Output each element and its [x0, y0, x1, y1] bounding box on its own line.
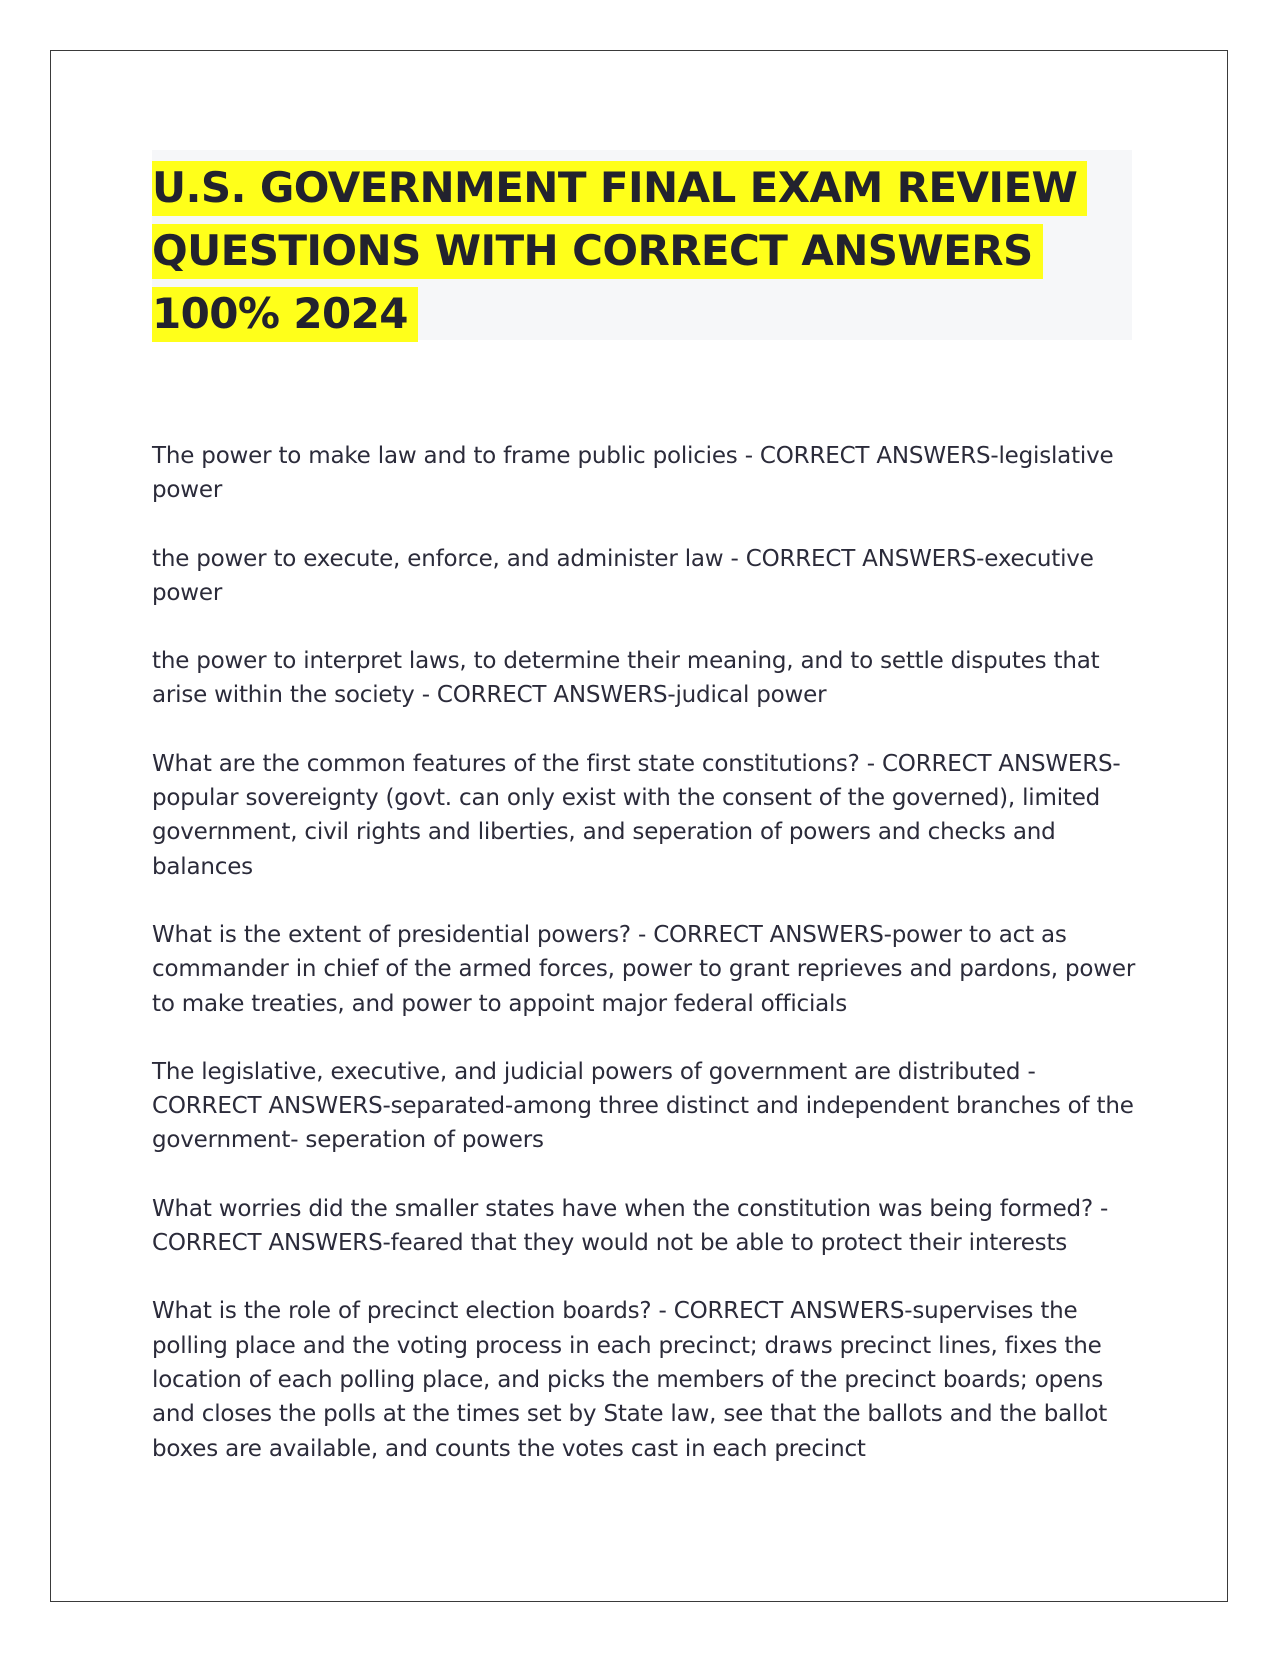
qa-item: What is the role of precinct election boards? - CORRECT ANSWERS-supervises the polling place and the voting process in each precinct; draws precinct lines, fixes the location of each polling place, and picks the members of the precinct boards; opens and closes the polls at the times set by State law, see that the ballots and the ballot boxes are available, and counts the votes cast in each precinct [152, 1298, 1108, 1462]
qa-list [152, 439, 1152, 1500]
document-title [152, 156, 1082, 345]
title-highlight: U.S. GOVERNMENT FINAL EXAM REVIEW QUESTIONS WITH CORRECT ANSWERS 100% 2024 [152, 161, 1087, 342]
title-block [152, 150, 1132, 340]
qa-item: The legislative, executive, and judicial powers of government are distributed - CORRECT ANSWERS-separated-among three distinct and independent branches of the government- seperation of powers [152, 1058, 1134, 1154]
qa-item: The power to make law and to frame public policies - CORRECT ANSWERS-legislative power [152, 443, 1114, 504]
qa-item: What worries did the smaller states have when the constitution was being formed? - CORRECT ANSWERS-feared that they would not be able to protect their interests [152, 1195, 1109, 1257]
qa-item: What is the extent of presidential powers? - CORRECT ANSWERS-power to act as commander in chief of the armed forces, power to grant reprieves and pardons, power to make treaties, and power to appoint major federal officials [152, 921, 1136, 1017]
document-page [50, 50, 1228, 1602]
qa-item: the power to interpret laws, to determine their meaning, and to settle disputes that arise within the society - CORRECT ANSWERS-judical power [152, 648, 1100, 709]
qa-item: What are the common features of the first state constitutions? - CORRECT ANSWERS-popular sovereignty (govt. can only exist with the consent of the governed), limited government, civil rights and liberties, and seperation of powers and checks and balances [152, 750, 1121, 880]
qa-item: the power to execute, enforce, and administer law - CORRECT ANSWERS-executive power [152, 545, 1094, 606]
